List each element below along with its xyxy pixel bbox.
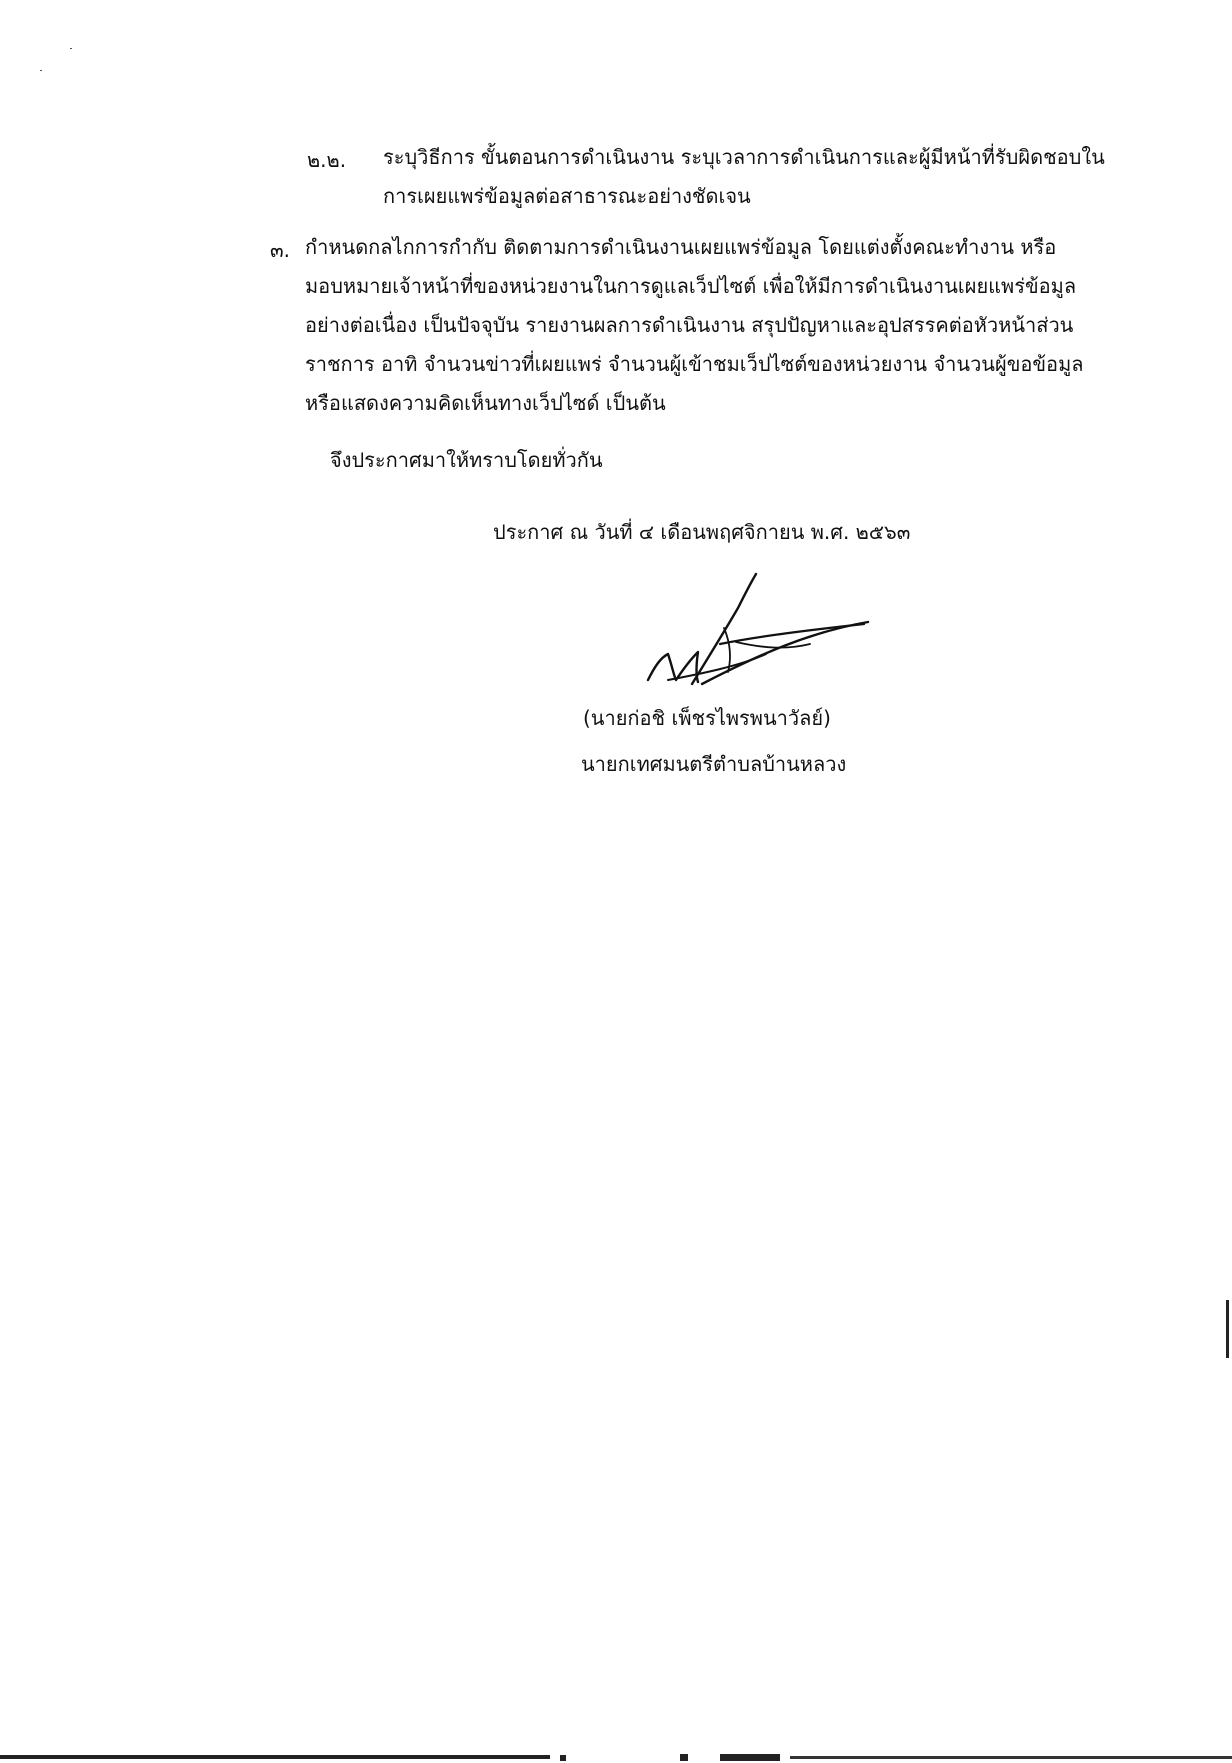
signer-title: นายกเทศมนตรีตำบลบ้านหลวง bbox=[581, 752, 847, 776]
closing-text: จึงประกาศมาให้ทราบโดยทั่วกัน bbox=[330, 448, 603, 472]
scan-speck bbox=[40, 70, 42, 71]
item-text-line: ราชการ อาทิ จำนวนข่าวที่เผยแพร่ จำนวนผู้เข้าชมเว็ปไซต์ของหน่วยงาน จำนวนผู้ขอข้อมูล bbox=[305, 352, 1084, 376]
item-text-line: อย่างต่อเนื่อง เป็นปัจจุบัน รายงานผลการดำเนินงาน สรุปปัญหาและอุปสรรคต่อหัวหน้าส่วน bbox=[305, 313, 1074, 337]
scan-edge-mark bbox=[1226, 1300, 1229, 1358]
signer-name: (นายก่อชิ เพ็ชรไพรพนาวัลย์) bbox=[583, 706, 831, 730]
item-text-line: ระบุวิธีการ ขั้นตอนการดำเนินงาน ระบุเวลาการดำเนินการและผู้มีหน้าที่รับผิดชอบใน bbox=[383, 145, 1105, 169]
item-text-line: กำหนดกลไกการกำกับ ติดตามการดำเนินงานเผยแพร่ข้อมูล โดยแต่งตั้งคณะทำงาน หรือ bbox=[305, 235, 1057, 259]
item-text-line: การเผยแพร่ข้อมูลต่อสาธารณะอย่างชัดเจน bbox=[383, 184, 751, 208]
scan-bottom-border bbox=[0, 1751, 1232, 1763]
item-number: ๒.๒. bbox=[307, 148, 347, 172]
item-text-line: หรือแสดงความคิดเห็นทางเว็ปไซด์ เป็นต้น bbox=[305, 391, 666, 415]
item-number: ๓. bbox=[270, 238, 291, 262]
scan-speck bbox=[70, 48, 72, 49]
announcement-date: ประกาศ ณ วันที่ ๔ เดือนพฤศจิกายน พ.ศ. ๒๕๖๓ bbox=[493, 520, 911, 544]
item-text-line: มอบหมายเจ้าหน้าที่ของหน่วยงานในการดูแลเว็ปไซต์ เพื่อให้มีการดำเนินงานเผยแพร่ข้อมูล bbox=[305, 274, 1077, 298]
signature-image bbox=[640, 572, 880, 707]
